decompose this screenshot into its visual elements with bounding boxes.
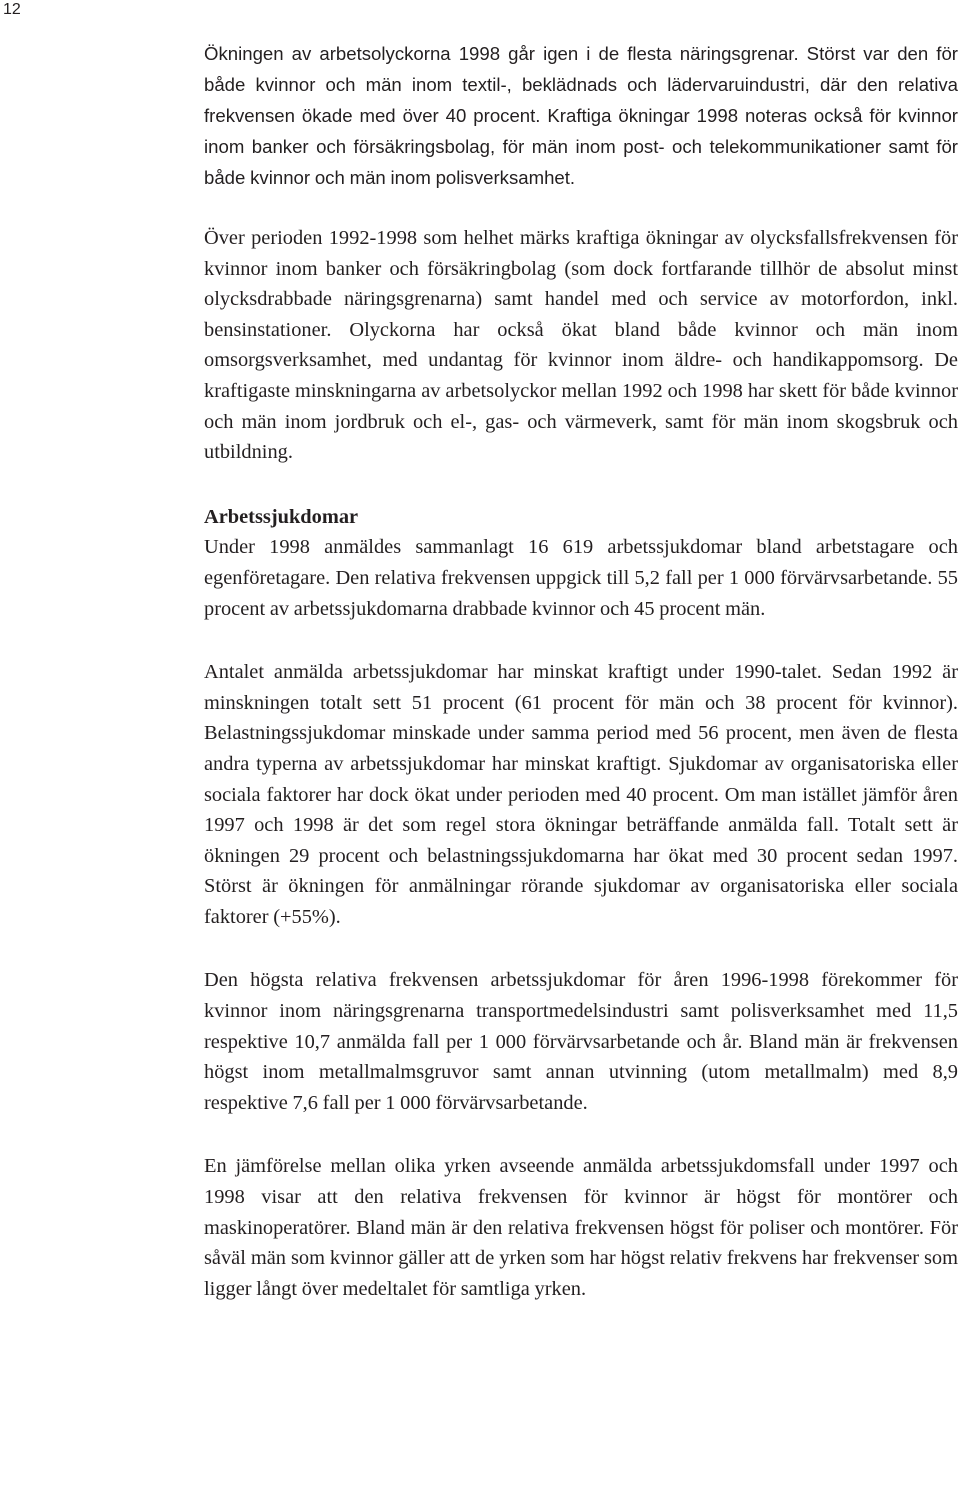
paragraph-work-accidents-1998: Ökningen av arbetsolyckorna 1998 går igen i de flesta näringsgrenar. Störst var den för både kvinnor och män inom textil-, beklädnads och lädervaruindustri, där den relativa frekvensen ökade med över 40 procent. Kraftiga ökningar 1998 noteras också för kvinnor inom banker och försäkringsbolag, för män inom post- och telekommunikationer samt för både kvinnor och män inom polisverksamhet. bbox=[204, 43, 958, 188]
page-number: 12 bbox=[3, 1, 21, 18]
section-heading: Arbetssjukdomar bbox=[204, 505, 359, 528]
paragraph-period-1992-1998: Över perioden 1992-1998 som helhet märks kraftiga ökningar av olycksfallsfrekvensen för kvinnor inom banker och försäkringbolag (som dock fortfarande tillhör de absolut minst olycksdrabbade näringsgrenarna) samt handel med och service av motorfordon, inkl. bensinstationer. Olyckorna har också ökat bland både kvinnor och män inom omsorgsverksamhet, med undantag för kvinnor inom äldre- och handikappomsorg. De kraftigaste minskningarna av arbetsolyckor mellan 1992 och 1998 har skett för både kvinnor och män inom jordbruk och el-, gas- och värmeverk, samt för män inom skogsbruk och utbildning. bbox=[204, 227, 958, 464]
paragraph-spacer bbox=[204, 1118, 958, 1151]
paragraph-spacer bbox=[204, 468, 958, 502]
paragraph-decrease-1990s: Antalet anmälda arbetssjukdomar har minskat kraftigt under 1990-talet. Sedan 1992 är minskningen totalt sett 51 procent (61 procent för män och 38 procent för kvinnor). Belastningssjukdomar minskade under samma period med 56 procent, men även de flesta andra typerna av arbetssjukdomar har minskat kraftigt. Sjukdomar av organisatoriska eller sociala faktorer har dock ökat under perioden med 40 procent. Om man istället jämför åren 1997 och 1998 är det som regel stora ökningar beträffande anmälda fall. Totalt sett är ökningen 29 procent och belastningssjukdomarna har ökat med 30 procent sedan 1997. Störst är ökningen för anmälningar rörande sjukdomar av organisatoriska eller sociala faktorer (+55%). bbox=[204, 661, 958, 928]
text-column bbox=[204, 38, 958, 1304]
paragraph-spacer bbox=[204, 193, 958, 223]
paragraph-highest-frequency: Den högsta relativa frekvensen arbetssjukdomar för åren 1996-1998 förekommer för kvinnor inom näringsgrenarna transportmedelsindustri samt polisverksamhet med 11,5 respektive 10,7 anmälda fall per 1 000 förvärvsarbetande och år. Bland män är frekvensen högst inom metallmalmsgruvor samt annan utvinning (utom metallmalm) med 8,9 respektive 7,6 fall per 1 000 förvärvsarbetande. bbox=[204, 969, 958, 1114]
paragraph-spacer bbox=[204, 624, 958, 657]
paragraph-occupational-diseases-1998: Under 1998 anmäldes sammanlagt 16 619 arbetssjukdomar bland arbetstagare och egenföretagare. Den relativa frekvensen uppgick till 5,2 fall per 1 000 förvärvsarbetande. 55 procent av arbetssjukdomarna drabbade kvinnor och 45 procent män. bbox=[204, 536, 958, 620]
paragraph-occupation-comparison: En jämförelse mellan olika yrken avseende anmälda arbetssjukdomsfall under 1997 och 1998 visar att den relativa frekvensen för kvinnor är högst för montörer och maskinoperatörer. Bland män är den relativa frekvensen högst för poliser och montörer. För såväl män som kvinnor gäller att de yrken som har högst relativ frekvens har frekvenser som ligger långt över medeltalet för samtliga yrken. bbox=[204, 1155, 958, 1300]
paragraph-spacer bbox=[204, 932, 958, 965]
